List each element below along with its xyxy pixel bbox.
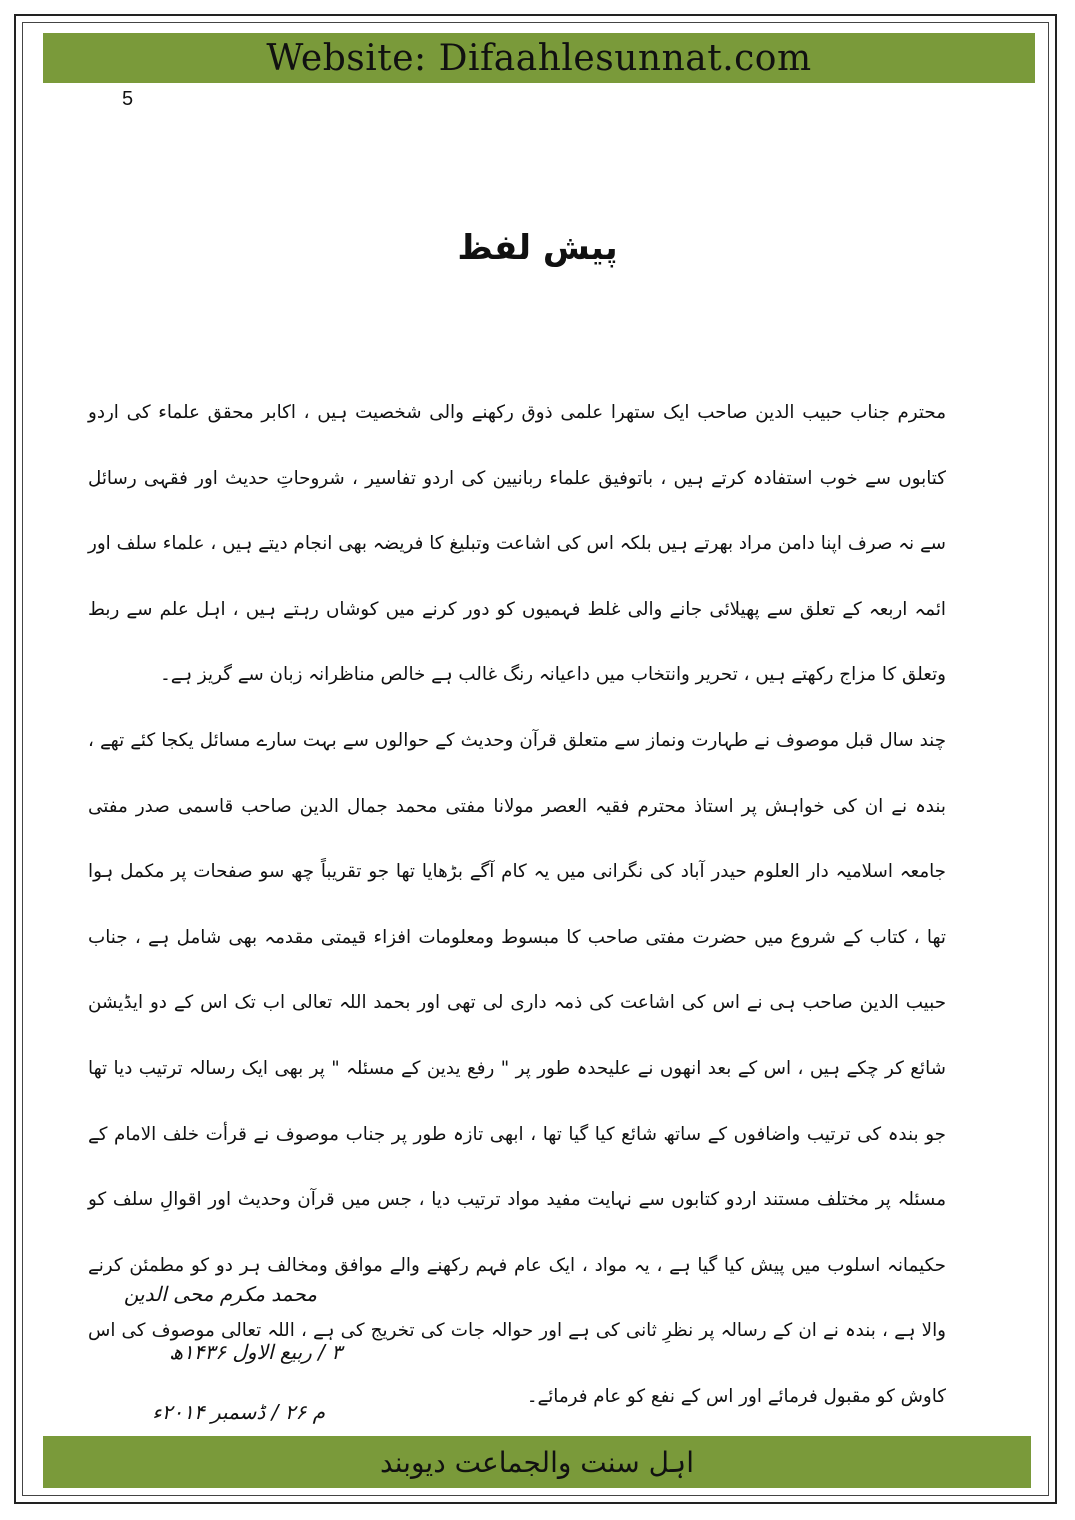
footer-banner (43, 1436, 1031, 1488)
signature-date-hijri: ۳ / ربیع الاول ۱۴۳۶ھ (169, 1340, 342, 1364)
paragraph-intro: محترم جناب حبیب الدین صاحب ایک ستھرا علمی ذوق رکھنے والی شخصیت ہیں ، اکابر محقق علماء کی اردو کتابوں سے خوب استفادہ کرتے ہیں ، باتوفیق علماء ربانیین کی اردو تفاسیر ، شروحاتِ حدیث اور فقہی رسائل سے نہ صرف اپنا دامن مراد بھرتے ہیں بلکہ اس کی اشاعت وتبلیغ کا فریضہ بھی انجام دیتے ہیں ، علماء سلف اور ائمہ اربعہ کے تعلق سے پھیلائی جانے والی غلط فہمیوں کو دور کرنے میں کوشاں رہتے ہیں ، اہل علم سے ربط وتعلق کا مزاج رکھتے ہیں ، تحریر وانتخاب میں داعیانہ رنگ غالب ہے خالص مناظرانہ زبان سے گریز ہے۔ (88, 402, 946, 686)
signature-date-gregorian: م ۲۶ / ڈسمبر ۲۰۱۴ء (152, 1400, 325, 1424)
body-text (88, 380, 946, 1430)
website-label: Website: Difaahlesunnat.com (266, 37, 812, 79)
signature-name: محمد مکرم محی الدین (123, 1282, 317, 1306)
page-number: 5 (122, 88, 134, 110)
page-title: پیش لفظ (457, 228, 618, 268)
paragraph-main: چند سال قبل موصوف نے طہارت ونماز سے متعلق قرآن وحدیث کے حوالوں سے بہت سارے مسائل یکجا کئے تھے ، بندہ نے ان کی خواہش پر استاذ محترم فقیہ العصر مولانا مفتی محمد جمال الدین صاحب قاسمی صدر مفتی جامعہ اسلامیہ دار العلوم حیدر آباد کی نگرانی میں یہ کام آگے بڑھایا تھا جو تقریباً چھ سو صفحات پر مکمل ہوا تھا ، کتاب کے شروع میں حضرت مفتی صاحب کا مبسوط ومعلومات افزاء قیمتی مقدمہ بھی شامل ہے ، جناب حبیب الدین صاحب ہی نے اس کی اشاعت کی ذمہ داری لی تھی اور بحمد اللہ تعالی اب تک اس کے دو ایڈیشن شائع کر چکے ہیں ، اس کے بعد انھوں نے علیحدہ طور پر " رفع یدین کے مسئلہ " پر بھی ایک رسالہ ترتیب دیا تھا جو بندہ کی ترتیب واضافوں کے ساتھ شائع کیا گیا تھا ، ابھی تازہ طور پر جناب موصوف نے قرأت خلف الامام کے مسئلہ پر مختلف مستند اردو کتابوں سے نہایت مفید مواد ترتیب دیا ، جس میں قرآن وحدیث اور اقوالِ سلف کو حکیمانہ اسلوب میں پیش کیا گیا ہے ، یہ مواد ، ایک عام فہم رکھنے والے موافق ومخالف ہر دو کو مطمئن کرنے والا ہے ، بندہ نے ان کے رسالہ پر نظرِ ثانی کی ہے اور حوالہ جات کی تخریج کی ہے ، اللہ تعالی موصوف کی اس کاوش کو مقبول فرمائے اور اس کے نفع کو عام فرمائے۔ (88, 729, 946, 1407)
footer-label: اہل سنت والجماعت دیوبند (380, 1445, 694, 1479)
header-banner (43, 33, 1035, 83)
